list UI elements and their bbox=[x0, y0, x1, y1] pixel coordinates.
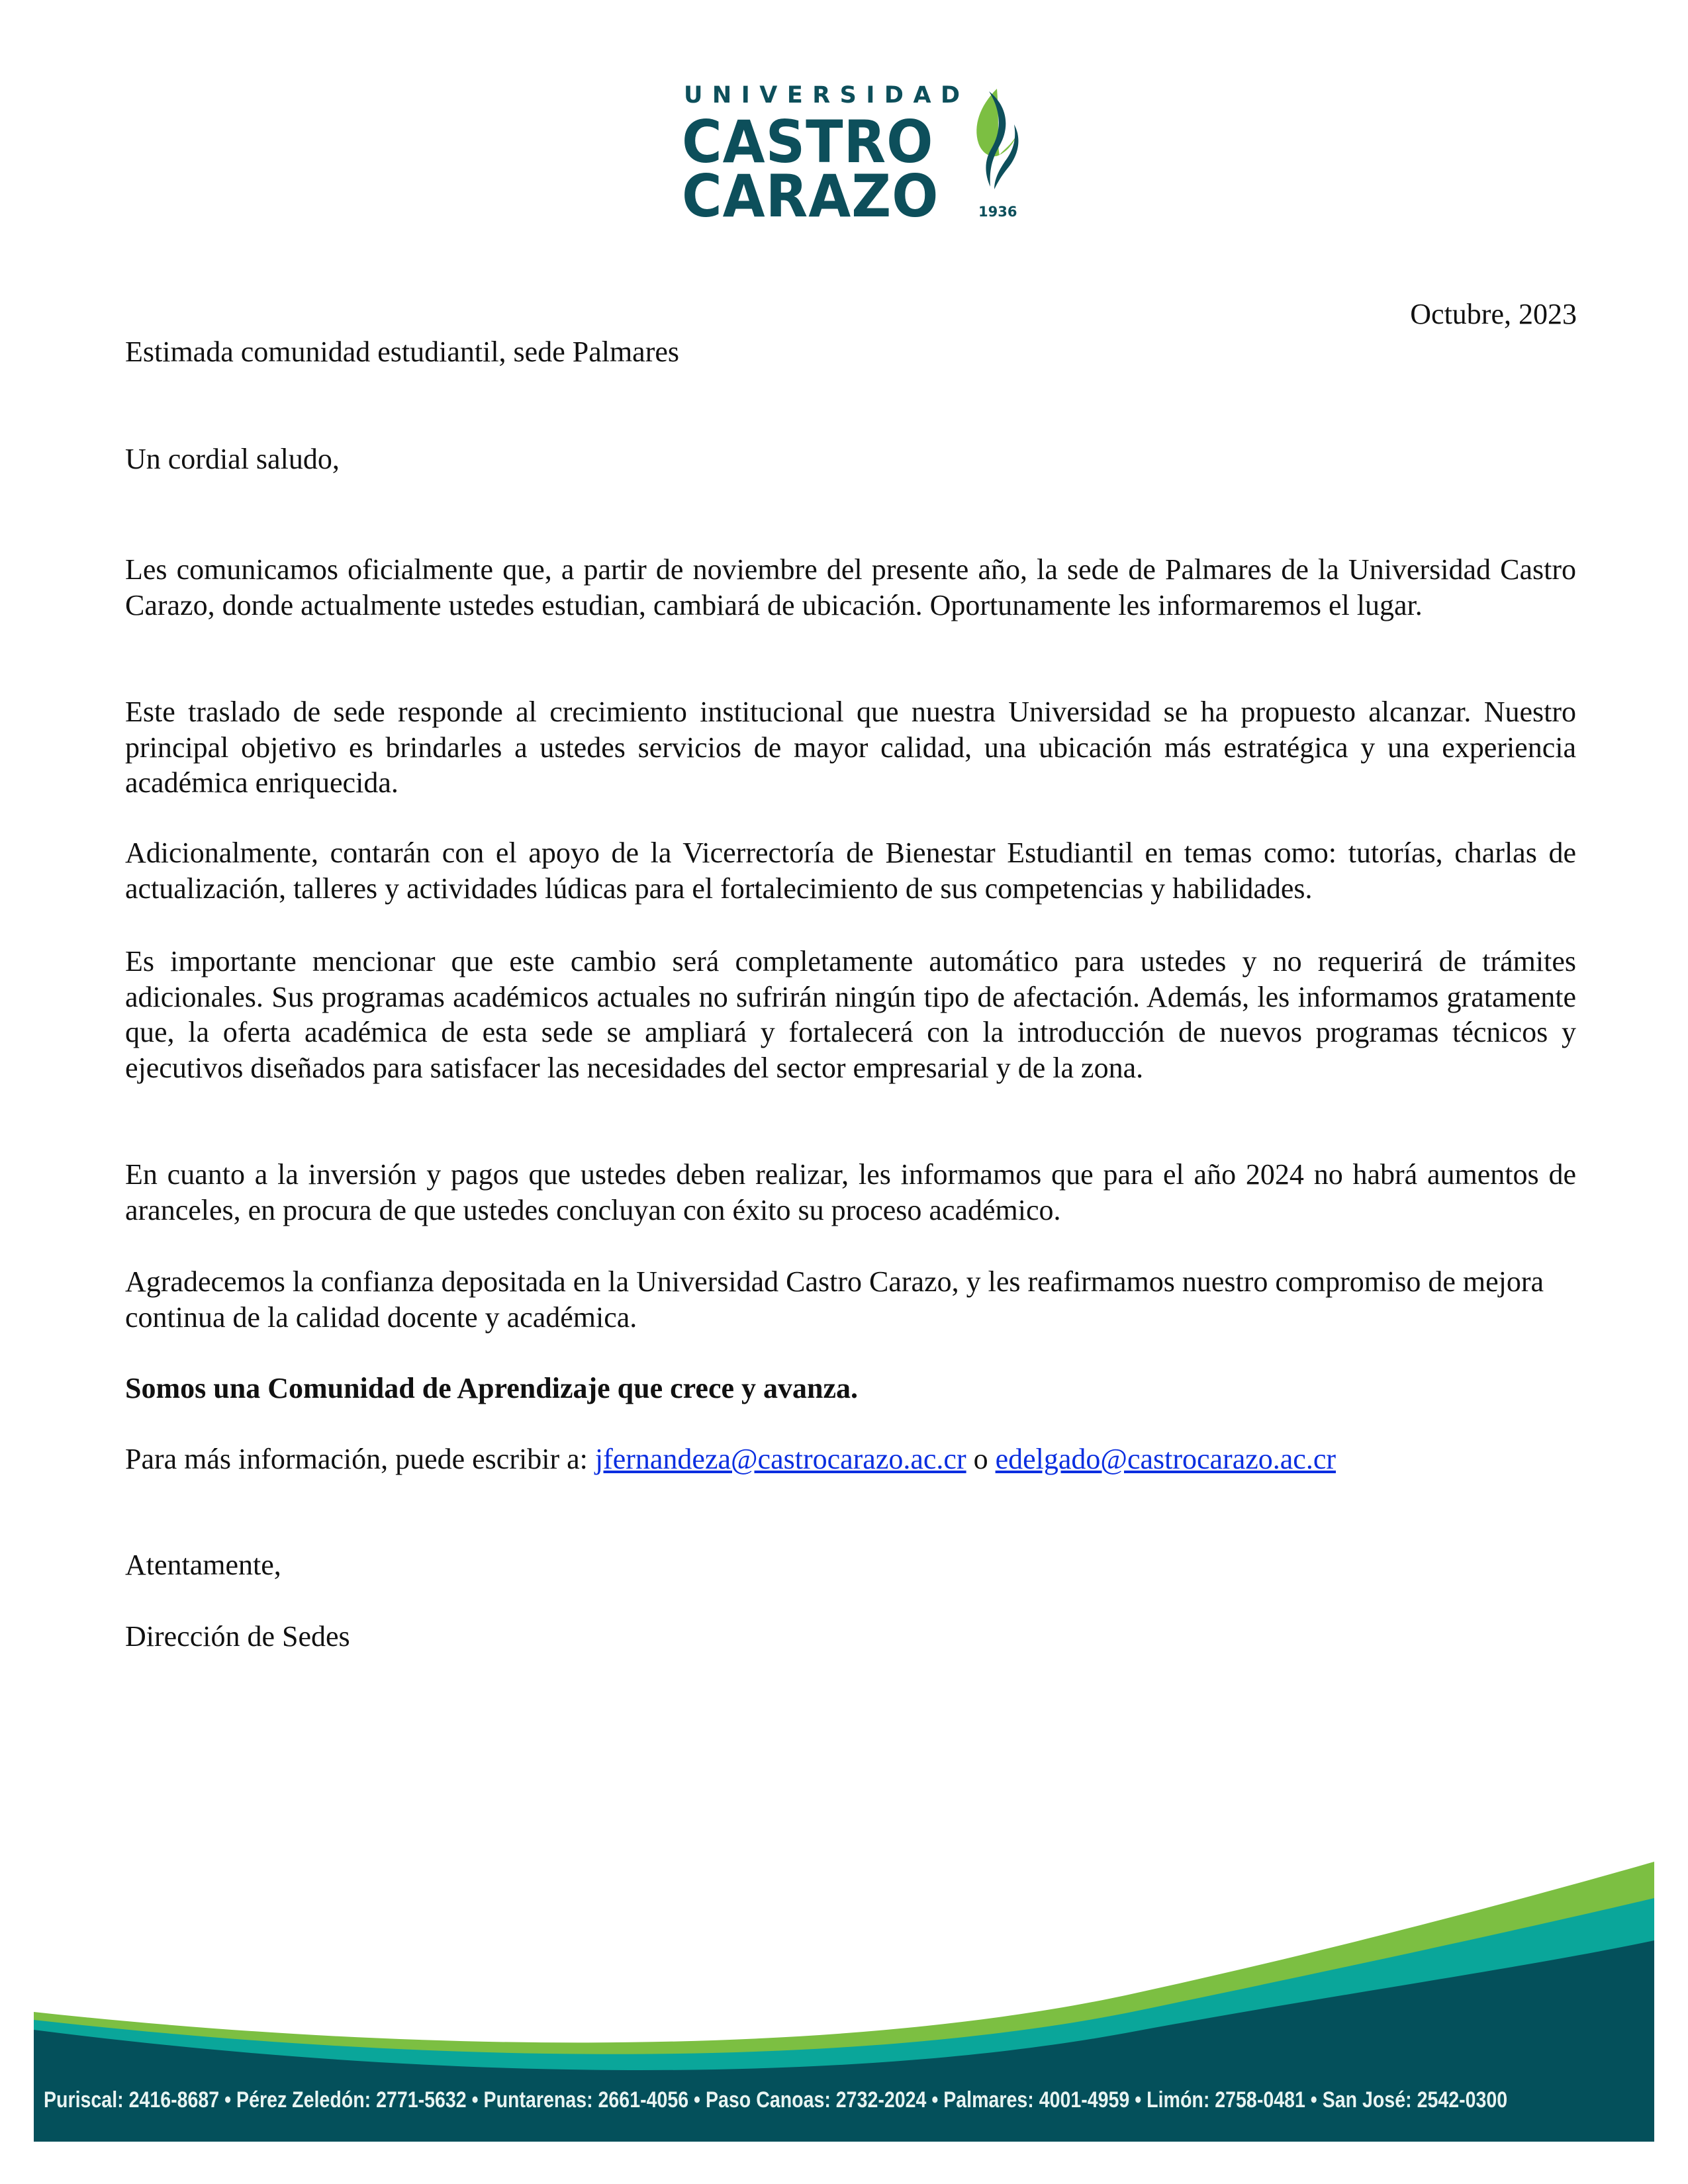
logo-castro-text: CASTRO bbox=[682, 108, 934, 176]
paragraph-student-welfare: Adicionalmente, contarán con el apoyo de la Vicerrectoría de Bienestar Estudiantil en temas como: tutorías, charlas de actualización, talleres y actividades lúdicas para el fortalecimiento de sus competencias y habilidades. bbox=[125, 837, 1576, 905]
email-link-edelgado[interactable]: edelgado@castrocarazo.ac.cr bbox=[995, 1443, 1336, 1475]
letter-signature: Dirección de Sedes bbox=[125, 1620, 350, 1653]
contact-line bbox=[125, 1441, 1576, 1477]
contact-separator: o bbox=[966, 1443, 996, 1475]
paragraph-thanks: Agradecemos la confianza depositada en la Universidad Castro Carazo, y les reafirmamos nuestro compromiso de mejora continua de la calidad docente y académica. bbox=[125, 1265, 1544, 1334]
paragraph-tuition: En cuanto a la inversión y pagos que ustedes deben realizar, les informamos que para el año 2024 no habrá aumentos de aranceles, en procura de que ustedes concluyan con éxito su proceso académico. bbox=[125, 1158, 1576, 1226]
motto: Somos una Comunidad de Aprendizaje que crece y avanza. bbox=[125, 1372, 859, 1404]
paragraph-location-change: Les comunicamos oficialmente que, a partir de noviembre del presente año, la sede de Palmares de la Universidad Castro Carazo, donde actualmente ustedes estudian, cambiará de ubicación. Oportunamente les informaremos el lugar. bbox=[125, 553, 1576, 621]
contact-prefix: Para más información, puede escribir a: bbox=[125, 1443, 595, 1475]
letter-closing: Atentamente, bbox=[125, 1549, 281, 1581]
footer-campus-phones: Puriscal: 2416-8687 • Pérez Zeledón: 2771-5632 • Puntarenas: 2661-4056 • Paso Canoas: 2732-2024 • Palmares: 4001-4959 • Limón: 2758-0481 • San José: 2542-0300 bbox=[44, 2087, 1508, 2113]
footer-band bbox=[0, 1840, 1688, 2184]
paragraph-automatic-change: Es importante mencionar que este cambio será completamente automático para ustedes y no requerirá de trámites adicionales. Sus programas académicos actuales no sufrirán ningún tipo de afectación. Además, les informamos gratamente que, la oferta académica de esta sede se ampliará y fortalecerá con la introducción de nuevos programas técnicos y ejecutivos diseñados para satisfacer las necesidades del sector empresarial y de la zona. bbox=[125, 945, 1576, 1084]
paragraph-growth: Este traslado de sede responde al crecimiento institucional que nuestra Universidad se ha propuesto alcanzar. Nuestro principal objetivo es brindarles a ustedes servicios de mayor calidad, una ubicación más estratégica y una experiencia académica enriquecida. bbox=[125, 696, 1576, 799]
logo-universidad-text: UNIVERSIDAD bbox=[684, 82, 970, 109]
university-logo bbox=[682, 79, 1026, 230]
letter-addressee: Estimada comunidad estudiantil, sede Palmares bbox=[125, 336, 680, 368]
letter-greeting: Un cordial saludo, bbox=[125, 443, 340, 475]
letter-date: Octubre, 2023 bbox=[1410, 298, 1577, 330]
email-link-jfernandeza[interactable]: jfernandeza@castrocarazo.ac.cr bbox=[594, 1443, 966, 1475]
logo-founding-year: 1936 bbox=[978, 204, 1017, 220]
flame-leaf-icon bbox=[970, 86, 1023, 192]
footer-wave-graphic bbox=[0, 1840, 1688, 2184]
logo-carazo-text: CARAZO bbox=[682, 162, 939, 230]
